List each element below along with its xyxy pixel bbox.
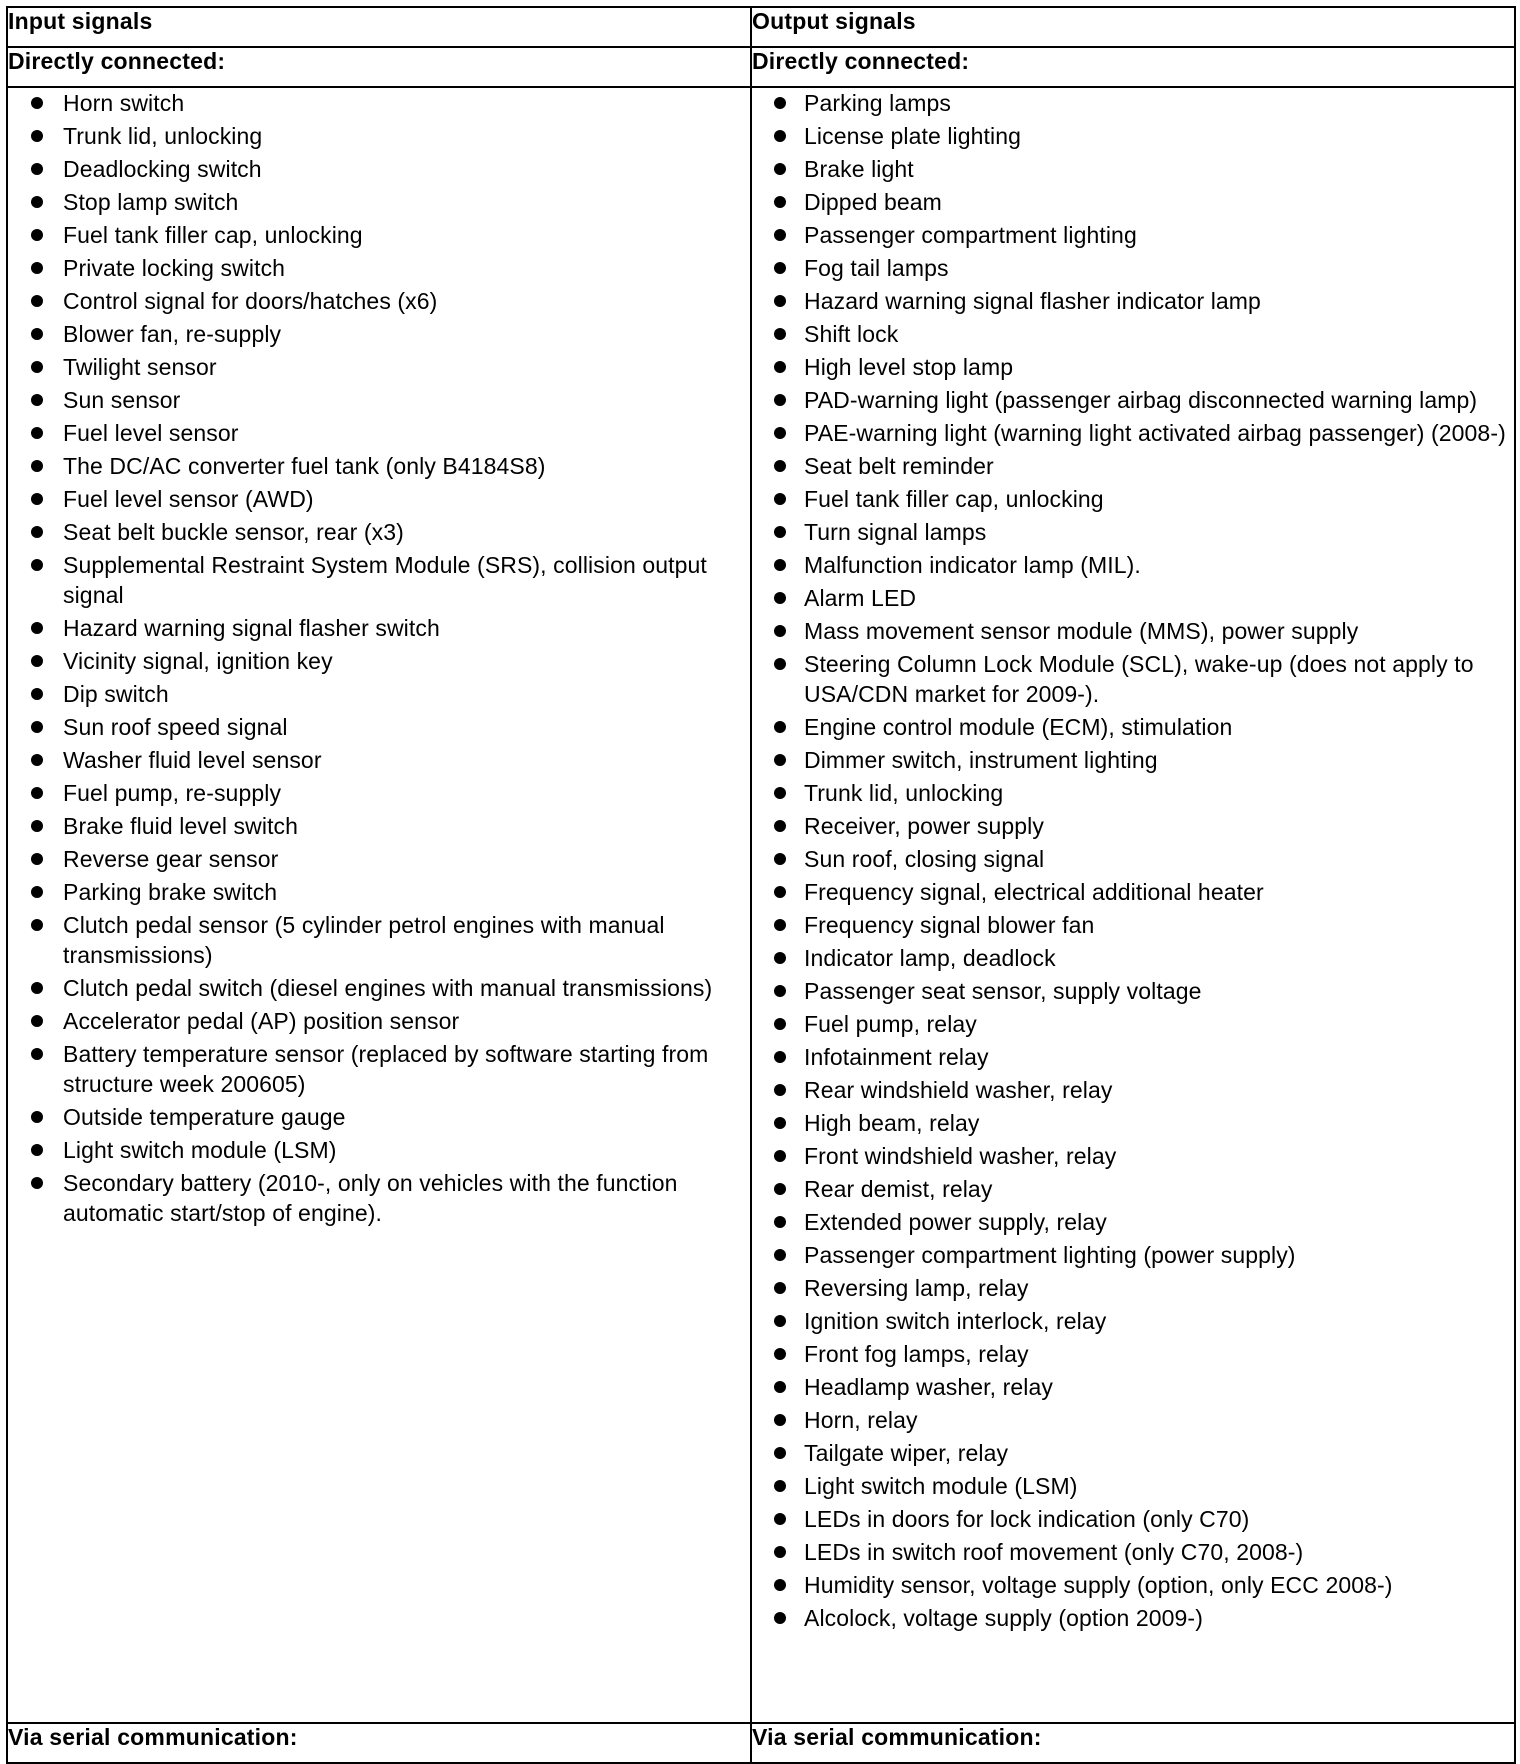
output-signal-item-label: Rear demist, relay [804,1176,993,1202]
bullet-icon [31,361,43,373]
input-signal-item-label: Reverse gear sensor [63,846,279,872]
output-signal-item [752,943,1514,973]
output-signal-item-label: Fuel tank filler cap, unlocking [804,486,1104,512]
output-signal-item-label: Humidity sensor, voltage supply (option, only ECC 2008-) [804,1572,1393,1598]
output-signal-item-label: Fog tail lamps [804,255,949,281]
bullet-icon [31,1048,43,1060]
bullet-icon [774,196,786,208]
input-signal-item-label: Accelerator pedal (AP) position sensor [63,1008,460,1034]
bullet-icon [774,427,786,439]
bullet-icon [774,295,786,307]
input-signal-item [8,517,750,547]
output-signal-item-label: Passenger compartment lighting (power supply) [804,1242,1296,1268]
signals-table [6,6,1516,1764]
output-signal-item-label: Infotainment relay [804,1044,989,1070]
output-signal-item [752,352,1514,382]
output-signal-item-label: Reversing lamp, relay [804,1275,1029,1301]
bullet-icon [774,820,786,832]
bullet-icon [774,886,786,898]
output-signal-item-label: Seat belt reminder [804,453,994,479]
input-signal-item [8,844,750,874]
output-signal-item-label: Extended power supply, relay [804,1209,1107,1235]
input-signal-item [8,451,750,481]
output-signal-item [752,1174,1514,1204]
output-signal-item-label: Front fog lamps, relay [804,1341,1029,1367]
bullet-icon [774,952,786,964]
input-signal-item [8,811,750,841]
bullet-icon [774,985,786,997]
bullet-icon [774,1216,786,1228]
input-signal-item [8,187,750,217]
bullet-icon [774,1612,786,1624]
bullet-icon [31,229,43,241]
input-signal-item-label: Clutch pedal sensor (5 cylinder petrol engines with manual transmissions) [63,912,665,968]
bullet-icon [31,655,43,667]
output-signal-item [752,811,1514,841]
bullet-icon [774,592,786,604]
output-signal-item [752,451,1514,481]
input-signal-item-label: Sun roof speed signal [63,714,288,740]
bullet-icon [31,787,43,799]
output-signal-item-label: Frequency signal blower fan [804,912,1095,938]
input-signal-item [8,286,750,316]
bullet-icon [774,1513,786,1525]
bullet-icon [774,721,786,733]
input-signal-item [8,877,750,907]
bullet-icon [774,1381,786,1393]
output-direct-heading: Directly connected: [751,47,1515,87]
bullet-icon [774,787,786,799]
output-signal-item-label: Hazard warning signal flasher indicator lamp [804,288,1261,314]
output-signal-item [752,712,1514,742]
input-items-cell [7,87,751,1723]
input-signal-item-label: Fuel pump, re-supply [63,780,282,806]
bullet-icon [31,130,43,142]
input-signal-item [8,352,750,382]
input-signal-item [8,319,750,349]
bullet-icon [774,1315,786,1327]
output-signal-item-label: Sun roof, closing signal [804,846,1045,872]
input-signal-item-label: Horn switch [63,90,185,116]
bullet-icon [774,754,786,766]
bullet-icon [774,1150,786,1162]
output-signal-item-label: Passenger seat sensor, supply voltage [804,978,1202,1004]
bullet-icon [774,97,786,109]
bullet-icon [774,1183,786,1195]
direct-items-row [7,87,1515,1723]
input-signal-item-label: Battery temperature sensor (replaced by software starting from structure week 200605) [63,1041,709,1097]
bullet-icon [31,853,43,865]
output-signal-item-label: Mass movement sensor module (MMS), power supply [804,618,1359,644]
bullet-icon [774,1546,786,1558]
output-serial-heading: Via serial communication: [751,1723,1515,1763]
input-signal-item [8,646,750,676]
output-signal-item [752,616,1514,646]
output-signal-item-label: PAD-warning light (passenger airbag disconnected warning lamp) [804,387,1478,413]
output-signals-header: Output signals [751,7,1515,47]
input-signal-item [8,253,750,283]
output-signal-item-label: Malfunction indicator lamp (MIL). [804,552,1141,578]
bullet-icon [774,130,786,142]
input-signal-item [8,154,750,184]
input-signal-item-label: Hazard warning signal flasher switch [63,615,440,641]
bullet-icon [774,1480,786,1492]
bullet-icon [31,721,43,733]
input-signal-item [8,418,750,448]
input-signal-item [8,121,750,151]
output-signal-item-label: Tailgate wiper, relay [804,1440,1009,1466]
bullet-icon [774,361,786,373]
input-signal-item-label: Blower fan, re-supply [63,321,282,347]
bullet-icon [774,1084,786,1096]
output-signal-item-label: Trunk lid, unlocking [804,780,1004,806]
output-signal-item-label: Receiver, power supply [804,813,1044,839]
bullet-icon [31,754,43,766]
input-direct-heading: Directly connected: [7,47,751,87]
input-signal-item [8,745,750,775]
bullet-icon [774,262,786,274]
output-signal-item [752,1603,1514,1633]
input-signal-list [8,88,750,1228]
output-signal-item-label: PAE-warning light (warning light activated airbag passenger) (2008-) [804,420,1506,446]
input-signal-item-label: Fuel tank filler cap, unlocking [63,222,363,248]
output-signal-item-label: Steering Column Lock Module (SCL), wake-up (does not apply to USA/CDN market for 2009-). [804,651,1474,707]
output-signal-item [752,484,1514,514]
input-signal-item-label: Sun sensor [63,387,181,413]
output-signal-item-label: Horn, relay [804,1407,918,1433]
input-signal-item-label: Parking brake switch [63,879,278,905]
input-signal-item [8,910,750,970]
bullet-icon [31,163,43,175]
bullet-icon [774,1414,786,1426]
input-serial-heading: Via serial communication: [7,1723,751,1763]
output-signal-item-label: Turn signal lamps [804,519,987,545]
input-signal-item [8,1102,750,1132]
input-signal-item-label: Dip switch [63,681,169,707]
output-signal-item [752,1207,1514,1237]
output-signal-item [752,778,1514,808]
output-signal-item-label: LEDs in switch roof movement (only C70, 2008-) [804,1539,1304,1565]
direct-section-row [7,47,1515,87]
input-signal-item-label: Stop lamp switch [63,189,239,215]
bullet-icon [31,820,43,832]
bullet-icon [31,328,43,340]
output-signal-item-label: Shift lock [804,321,899,347]
output-signal-item [752,88,1514,118]
input-signal-item-label: Deadlocking switch [63,156,262,182]
output-signal-item [752,1108,1514,1138]
input-signal-item [8,613,750,643]
output-signal-item [752,1537,1514,1567]
output-signal-item-label: Passenger compartment lighting [804,222,1137,248]
input-signal-item-label: Private locking switch [63,255,286,281]
output-signal-item-label: License plate lighting [804,123,1022,149]
output-signal-item [752,154,1514,184]
bullet-icon [31,427,43,439]
input-signal-item-label: The DC/AC converter fuel tank (only B4184S8) [63,453,546,479]
bullet-icon [31,196,43,208]
bullet-icon [31,394,43,406]
bullet-icon [774,625,786,637]
bullet-icon [774,493,786,505]
output-signal-item [752,649,1514,709]
input-signal-item-label: Brake fluid level switch [63,813,299,839]
output-signal-item-label: Frequency signal, electrical additional heater [804,879,1264,905]
input-signal-item [8,973,750,1003]
bullet-icon [774,328,786,340]
input-signal-item-label: Secondary battery (2010-, only on vehicles with the function automatic start/stop of engine). [63,1170,678,1226]
bullet-icon [31,460,43,472]
output-signal-item-label: Fuel pump, relay [804,1011,977,1037]
output-signal-item [752,1570,1514,1600]
output-signal-item [752,583,1514,613]
bullet-icon [774,1117,786,1129]
input-signal-item-label: Trunk lid, unlocking [63,123,263,149]
input-signal-item [8,88,750,118]
output-signal-item [752,1306,1514,1336]
bullet-icon [774,1348,786,1360]
output-signal-item [752,286,1514,316]
bullet-icon [31,982,43,994]
bullet-icon [774,1579,786,1591]
input-signal-item-label: Fuel level sensor (AWD) [63,486,314,512]
output-signal-item-label: Alarm LED [804,585,917,611]
input-signal-item-label: Twilight sensor [63,354,217,380]
output-signal-item [752,1405,1514,1435]
bullet-icon [31,688,43,700]
bullet-icon [774,1018,786,1030]
output-signal-list [752,88,1514,1633]
bullet-icon [31,526,43,538]
bullet-icon [774,658,786,670]
output-signal-item [752,1273,1514,1303]
bullet-icon [774,853,786,865]
output-signal-item [752,1042,1514,1072]
bullet-icon [31,1144,43,1156]
bullet-icon [774,1282,786,1294]
output-signal-item [752,1240,1514,1270]
input-signal-item [8,1135,750,1165]
bullet-icon [31,886,43,898]
output-signal-item-label: Dipped beam [804,189,942,215]
bullet-icon [774,1249,786,1261]
bullet-icon [774,919,786,931]
input-signal-item [8,385,750,415]
input-signals-header: Input signals [7,7,751,47]
input-signal-item-label: Supplemental Restraint System Module (SRS), collision output signal [63,552,707,608]
output-signal-item-label: Rear windshield washer, relay [804,1077,1113,1103]
input-signal-item-label: Control signal for doors/hatches (x6) [63,288,438,314]
header-row [7,7,1515,47]
output-signal-item-label: High level stop lamp [804,354,1014,380]
bullet-icon [31,559,43,571]
output-signal-item-label: Brake light [804,156,914,182]
input-signal-item-label: Seat belt buckle sensor, rear (x3) [63,519,404,545]
output-signal-item [752,418,1514,448]
output-signal-item-label: Ignition switch interlock, relay [804,1308,1107,1334]
input-signal-item-label: Washer fluid level sensor [63,747,322,773]
bullet-icon [31,622,43,634]
input-signal-item [8,712,750,742]
output-signal-item [752,1504,1514,1534]
bullet-icon [31,262,43,274]
output-signal-item [752,844,1514,874]
input-signal-item [8,778,750,808]
output-signal-item [752,253,1514,283]
bullet-icon [31,919,43,931]
output-signal-item [752,1075,1514,1105]
input-signal-item [8,679,750,709]
bullet-icon [774,559,786,571]
input-signal-item-label: Vicinity signal, ignition key [63,648,333,674]
bullet-icon [774,1447,786,1459]
output-signal-item [752,1471,1514,1501]
bullet-icon [31,97,43,109]
input-signal-item-label: Outside temperature gauge [63,1104,346,1130]
output-signal-item-label: Headlamp washer, relay [804,1374,1053,1400]
output-items-cell [751,87,1515,1723]
bullet-icon [774,229,786,241]
serial-section-row [7,1723,1515,1763]
output-signal-item [752,1009,1514,1039]
output-signal-item [752,319,1514,349]
output-signal-item [752,1372,1514,1402]
input-signal-item [8,1039,750,1099]
bullet-icon [31,1177,43,1189]
output-signal-item [752,550,1514,580]
output-signal-item-label: Indicator lamp, deadlock [804,945,1056,971]
bullet-icon [774,460,786,472]
output-signal-item-label: Engine control module (ECM), stimulation [804,714,1233,740]
output-signal-item [752,1141,1514,1171]
bullet-icon [774,394,786,406]
output-signal-item [752,517,1514,547]
output-signal-item [752,976,1514,1006]
bullet-icon [31,493,43,505]
output-signal-item-label: High beam, relay [804,1110,980,1136]
bullet-icon [774,163,786,175]
output-signal-item-label: Alcolock, voltage supply (option 2009-) [804,1605,1203,1631]
bullet-icon [31,1111,43,1123]
bullet-icon [774,1051,786,1063]
output-signal-item [752,877,1514,907]
input-signal-item [8,550,750,610]
input-signal-item [8,1168,750,1228]
output-signal-item-label: LEDs in doors for lock indication (only C70) [804,1506,1250,1532]
output-signal-item [752,745,1514,775]
output-signal-item-label: Light switch module (LSM) [804,1473,1078,1499]
output-signal-item [752,220,1514,250]
input-signal-item [8,220,750,250]
output-signal-item [752,187,1514,217]
input-signal-item-label: Light switch module (LSM) [63,1137,337,1163]
output-signal-item-label: Parking lamps [804,90,952,116]
bullet-icon [31,295,43,307]
output-signal-item [752,385,1514,415]
bullet-icon [774,526,786,538]
output-signal-item [752,121,1514,151]
output-signal-item [752,910,1514,940]
output-signal-item-label: Front windshield washer, relay [804,1143,1117,1169]
output-signal-item [752,1438,1514,1468]
input-signal-item [8,1006,750,1036]
bullet-icon [31,1015,43,1027]
output-signal-item-label: Dimmer switch, instrument lighting [804,747,1158,773]
output-signal-item [752,1339,1514,1369]
input-signal-item [8,484,750,514]
input-signal-item-label: Clutch pedal switch (diesel engines with manual transmissions) [63,975,713,1001]
input-signal-item-label: Fuel level sensor [63,420,239,446]
